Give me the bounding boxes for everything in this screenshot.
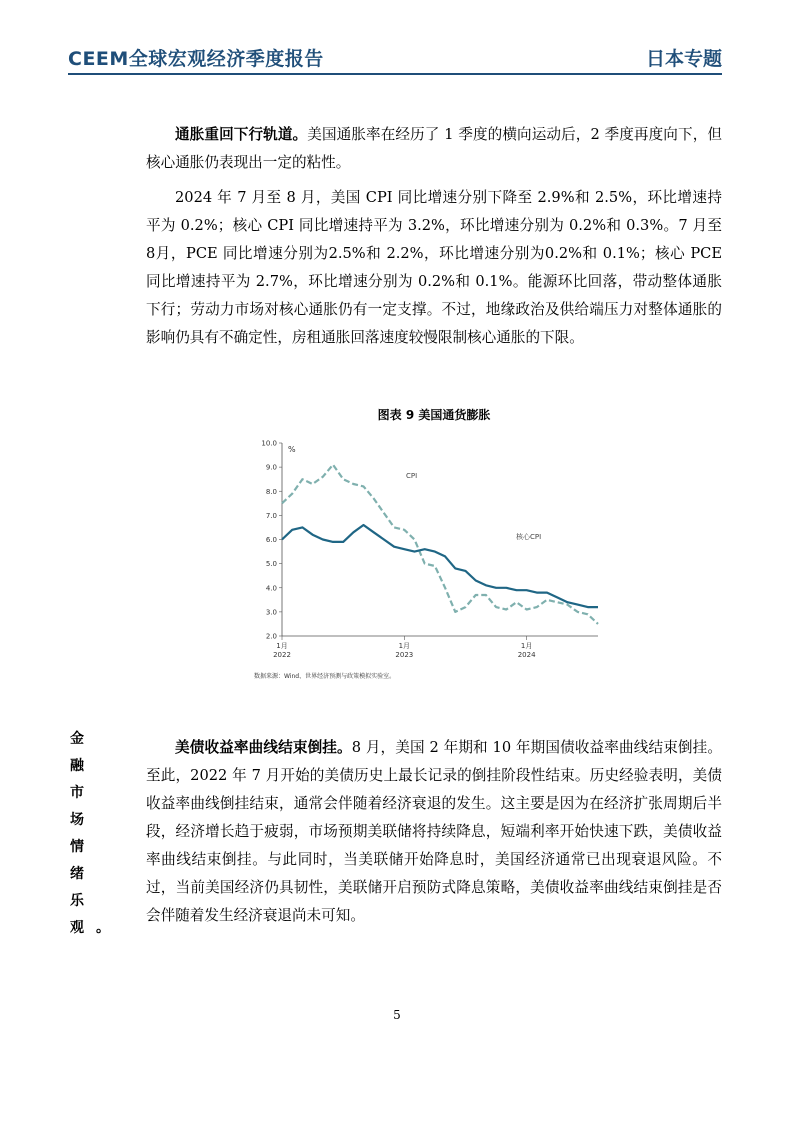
x-tick-month-label: 1月 [276, 642, 288, 650]
x-tick-year-label: 2023 [395, 651, 414, 659]
x-tick-month-label: 1月 [398, 642, 411, 650]
y-tick-label: 6.0 [265, 536, 277, 544]
paragraph-inflation [146, 121, 722, 177]
figure-title: 图表 9 美国通货膨胀 [377, 408, 491, 422]
header-rule [68, 73, 722, 75]
x-tick-month-label: 1月 [520, 642, 533, 650]
x-tick-year-label: 2022 [273, 651, 291, 659]
y-tick-label: 7.0 [265, 511, 277, 520]
side-note: 金融市场情绪乐观。 [70, 731, 122, 936]
inflation-chart [248, 432, 618, 688]
y-tick-label: 10.0 [261, 439, 277, 448]
report-title: CEEM全球宏观经济季度报告 [68, 48, 324, 70]
paragraph-lead: 美债收益率曲线结束倒挂。 [175, 739, 352, 756]
paragraph-cpi-detail [146, 184, 722, 352]
paragraph-yield-curve [146, 734, 722, 930]
y-axis-unit: % [288, 445, 296, 454]
chart-svg [248, 432, 618, 688]
paragraph-body: 8 月，美国 2 年期和 10 年期国债收益率曲线结束倒挂。至此，2022 年 7 月开始的美债历史上最长记录的倒挂阶段性结束。历史经验表明，美债收益率曲线倒挂结束，通常会伴随着经济衰退的发生。这主要是因为在经济扩张周期后半段，经济增长趋于疲弱，市场预期美联储将持续降息，短端利率开始快速下跌，美债收益率曲线结束倒挂。与此同时，当美联储开始降息时，美国经济通常已出现衰退风险。不过，当前美国经济仍具韧性，美联储开启预防式降息策略，美债收益率曲线结束倒挂是否会伴随着发生经济衰退尚未可知。 [146, 739, 722, 924]
figure-source: 数据来源：Wind、世界经济预测与政策模拟实验室。 [254, 673, 396, 680]
paragraph-body: 2024 年 7 月至 8 月，美国 CPI 同比增速分别下降至 2.9%和 2.5%，环比增速持平为 0.2%；核心 CPI 同比增速持平为 3.2%，环比增速分别为 0.2%和 0.3%。7 月至 8月，PCE 同比增速分别为2.5%和 2.2%，环比增速分别为0.2%和 0.1%；核心 PCE 同比增速持平为 2.7%，环比增速分别为 0.2%和 0.1%。能源环比回落，带动整体通胀下行；劳动力市场对核心通胀仍有一定支撑。不过，地缘政治及供给端压力对整体通胀的影响仍具有不确定性，房租通胀回落速度较慢限制核心通胀的下限。 [146, 189, 722, 346]
y-tick-label: 8.0 [265, 487, 277, 496]
page-number: 5 [393, 1008, 401, 1022]
series-label-cpi: CPI [406, 472, 418, 480]
paragraph-body: 美国通胀率在经历了 1 季度的横向运动后，2 季度再度向下，但核心通胀仍表现出一定的粘性。 [146, 126, 722, 171]
y-tick-label: 2.0 [265, 632, 277, 641]
series-label-core-cpi: 核心CPI [516, 533, 542, 541]
paragraph-lead: 通胀重回下行轨道。 [175, 126, 308, 143]
section-title: 日本专题 [645, 48, 722, 70]
x-tick-year-label: 2024 [517, 651, 536, 659]
y-tick-label: 5.0 [265, 560, 277, 569]
y-tick-label: 9.0 [265, 463, 277, 472]
y-tick-label: 4.0 [265, 584, 277, 593]
chart-background [248, 432, 618, 688]
y-tick-label: 3.0 [265, 608, 277, 617]
